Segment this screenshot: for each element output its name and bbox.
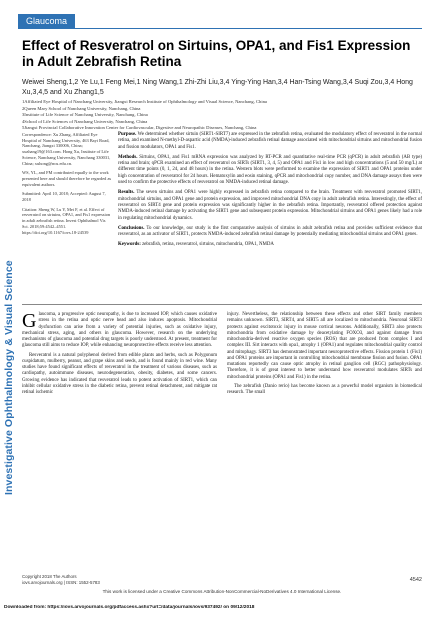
contribution-note: WS, YL, and FM contributed equally to the work presented here and should therefore be regarded as equivalent authors. [22,170,112,187]
copyright-text: Copyright 2018 The Authors iovs.arvojournals.org | ISSN: 1552-5783 [22,574,100,585]
section-tab: Glaucoma [18,14,75,28]
abstract-label: Keywords: [118,242,141,248]
correspondence: Correspondence: Xu Zhang, Affiliated Eye Hospital of Nanchang University, 463 Bayi Road, Nanchang, Jiangxi 330006, China; xuzhang19@163.com. Hong Xu, Institute of Life Science, Nanchang University, Nanchang 330031, China; xuhong@ncu.edu.cn. [22,132,111,166]
abstract-keywords: Keywords: zebrafish, retina, resveratrol, sirtuins, mitochondria, OPA1, NMDA [118,242,274,248]
abstract-label: Methods. [118,154,138,160]
author-list: Weiwei Sheng,1,2 Ye Lu,1 Feng Mei,1 Ning Wang,1 Zhi-Zhi Liu,3,4 Ying-Ying Han,3,4 Han-Tsing Wang,3,4 Suqi Zou,3,4 Hong Xu,3,4,5 and Xu Zhang1,5 [22,79,413,96]
article-info-sidebar [22,132,112,239]
section-rule [18,28,422,29]
affiliation: 5Jiangxi Provincial Collaborative Innovation Center for Cardiovascular, Digestive and Neuropathic Diseases, Nanchang, China [22,125,257,131]
body-column-left [22,312,217,399]
article-dates: Submitted: April 10, 2018; Accepted: August 7, 2018 [22,191,106,203]
abstract-label: Purpose. [118,132,137,137]
abstract-results: Results. The seven sirtuins and OPA1 were highly expressed in zebrafish retina compared to the brain. Treatment with resveratrol promoted SIRT1, mitochondrial sirtuins, and OPA1 gene and protein expression, and improved mitochondrial DNA copy in adult zebrafish retina. Interestingly, the effect of resveratrol on SIRT4 gene and protein expression was significantly higher in the zebrafish retina. Importantly, resveratrol offered protection against NMDA-induced retinal damage by activating the SIRT1 gene and subsequent protein expression. Mitochondrial sirtuins and OPA1 genes likely had a role in regulating mitochondrial dynamics. [118,190,423,221]
affiliations [22,99,422,132]
section-divider [22,304,422,305]
article-title: Effect of Resveratrol on Sirtuins, OPA1, and Fis1 Expression in Adult Zebrafish Retina [22,38,411,69]
affiliation: 3Institute of Life Science of Nanchang University, Nanchang, China [22,112,148,118]
copyright-notice [22,574,217,585]
body-paragraph: Resveratrol is a natural polyphenol derived from edible plants and herbs, such as Polygonum cuspidatum, mulberry, peanut, and grape skins and seeds, and is found mainly in red wine. Many studies have found significant effects of resveratrol in the treatment of various diseases, such as cardiopathy, autoimmune diseases, neurodegeneration, obesity, diabetes, and some cancers. Growing evidence has indicated that resveratrol leads to potent activation of SIRT1, which can inhibit cellular oxidative stress in the diabetic retina, prevent retinal detachment, and mitigate rat retinal ischemic [22,352,217,395]
citation: Citation: Sheng W, Lu Y, Mei F, et al. Effect of resveratrol on sirtuins, OPA1, and Fis1 expression in adult zebrafish retina. Invest Ophthalmol Vis Sci. 2018;59:4542–4551. https://doi.org/10.1167/iovs.18-24539 [22,206,111,235]
page-number: 4542 [409,577,422,583]
abstract-label: Results. [118,190,135,196]
body-column-right [227,312,422,399]
download-footer[interactable]: Downloaded from: https://iovs.arvojournals.org/pdfaccess.ashx?url=/data/journals/iovs/937492/ on 09/12/2018 [4,605,255,610]
body-paragraph: The zebrafish (Danio rerio) has become known as a powerful model organism in biomedical research. The small [227,383,422,395]
affiliation: 4School of Life Sciences of Nanchang University, Nanchang, China [22,118,148,124]
body-paragraph: injury. Nevertheless, the relationship between these effects and other SIRT family members remains unknown. SIRT3, SIRT4, and SIRT5 all are localized to mitochondria. Neuronal SIRT3 protects against excitotoxic injury in mouse cortical neurons. Additionally, SIRT3 also protects mitochondria from oxidative damage by deacetylating FOXO3, and against damage from mitochondria-derived reactive oxygen species (ROS) that are produced from complex I and complex III. Sirt interacts with opa1, atrophy 1 (OPA1) and regulates mitochondrial quality control and mitophagy. SIRT3 has demonstrated important neuroprotective effects. Fission protein 1 (Fis1) and OPA1 proteins are important in controlling mitochondrial membrane fission and fusion. OPA1 mutations reportedly can cause optic atrophy in retinal ganglion cell (RGC) pathophysiology. Therefore, it is of great interest to better understand how resveratrol modulates SIRTs and mitochondrial proteins (OPA1 and Fis1) in the retina. [227,312,422,380]
abstract-conclusions: Conclusions. To our knowledge, our study is the first comparative analysis of sirtuins in adult zebrafish retina and provides sufficient evidence that resveratrol, as an activator of SIRT1, protects NMDA-induced zebrafish retinal damage by potentially mediating mitochondrial sirtuins and OPA1 genes. [118,225,422,238]
drop-cap: G [22,310,37,332]
body-paragraph: Glaucoma, a progressive optic neuropathy, is due to increased IOP, which causes oxidative stress in the retina and optic nerve head and also induces apoptosis. Mitochondrial dysfunction can arise from a variety of potential injuries, such as oxidative injury, mechanical stress, aging, and others in glaucoma. However, research on the underlying mechanisms of glaucoma and potential drug targets is poorly understood. At present, treatment for glaucoma still aims to reduce IOP, while enhancing neuroprotective effects receive less attention. [22,310,217,349]
affiliation: 2Queen Mary School of Nanchang University, Nanchang, China [22,105,141,111]
abstract-methods: Methods. Sirtuins, OPA1, and Fis1 mRNA expression was analyzed by RT-PCR and quantitative real-time PCR (qPCR) in adult zebrafish (AB type) retina and brain; qPCR examined an effect of resveratrol on SIRTs (SIRT1, 3, 4, 5) and OPA1 and Fis1 in low and high concentrations (5 and 50 mg/L) at different time points (0, 1, 24, and 48 hours) in the retina. Western blots were performed to examine the expression of SIRT1 and OPA1 proteins under high concentration of resveratrol for 24 hours. Hematoxylin and eosin staining, qPCR and mitochondrial copy number, and DNA damage assays then were used to confirm the protective effects of resveratrol on NMDA-induced retinal damage. [118,154,422,186]
abstract [118,132,422,253]
journal-side-title: Investigative Ophthalmology & Visual Science [3,260,15,495]
abstract-label: Conclusions. [118,225,145,231]
affiliation: 1Affiliated Eye Hospital of Nanchang University, Jiangxi Research Institute of Ophthalmology and Visual Science, Nanchang, China [22,99,267,104]
license-notice[interactable]: This work is licensed under a Creative Commons Attribution-NonCommercial-NoDerivatives 4.0 International License. [102,589,342,594]
abstract-purpose: Purpose. We determined whether sirtuin (SIRT1-SIRT7) are expressed in the zebrafish retina, evaluated the modulatory effect of resveratrol in the normal retina, and examined N-methyl-D-aspartic acid (NMDA)-induced zebrafish retinal damage associated with mitochondrial sirtuins and mitochondrial fusion and fission modulators, OPA1 and Fis1. [118,132,423,150]
